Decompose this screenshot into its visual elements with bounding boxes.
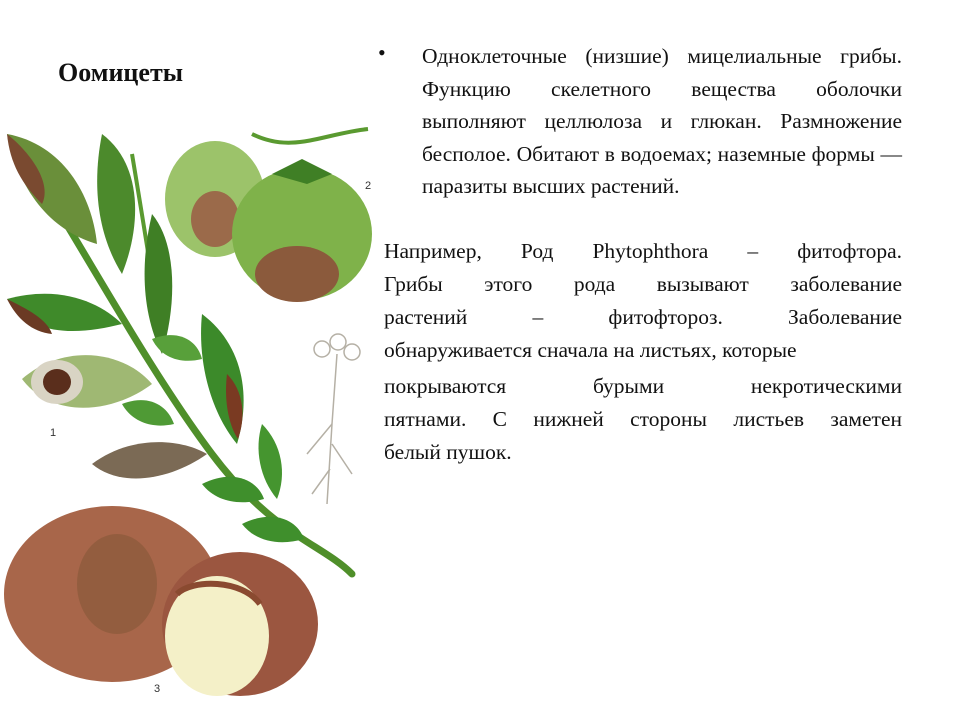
bullet-item (378, 40, 902, 203)
paragraph-line: белый пушок. (384, 440, 512, 464)
description-paragraph (384, 235, 902, 469)
paragraph-line: Например, Род Phytophthora – фитофтора. (384, 239, 902, 263)
figure-label-2: 2 (365, 180, 372, 192)
figure-label-3: 3 (154, 683, 161, 695)
paragraph-line: покрываются бурыми некротическими (384, 374, 902, 398)
figure-label-1: 1 (50, 427, 57, 439)
slide-title: Оомицеты (58, 58, 184, 87)
paragraph-line: растений – фитофтороз. Заболевание (384, 305, 902, 329)
phytophthora-illustration (2, 124, 370, 698)
paragraph-line: пятнами. С нижней стороны листьев заметен (384, 407, 902, 431)
paragraph-line: обнаруживается сначала на листьях, которые (384, 338, 797, 362)
paragraph-line: Грибы этого рода вызывают заболевание (384, 272, 902, 296)
bullet-text: Одноклеточные (низшие) мицелиальные грибы. Функцию скелетного вещества оболочки выполняют целлюлоза и глюкан. Размножение бесполое. Обитают в водоемах; наземные формы — паразиты высших растений. (422, 44, 902, 198)
bullet-marker: • (378, 40, 386, 65)
